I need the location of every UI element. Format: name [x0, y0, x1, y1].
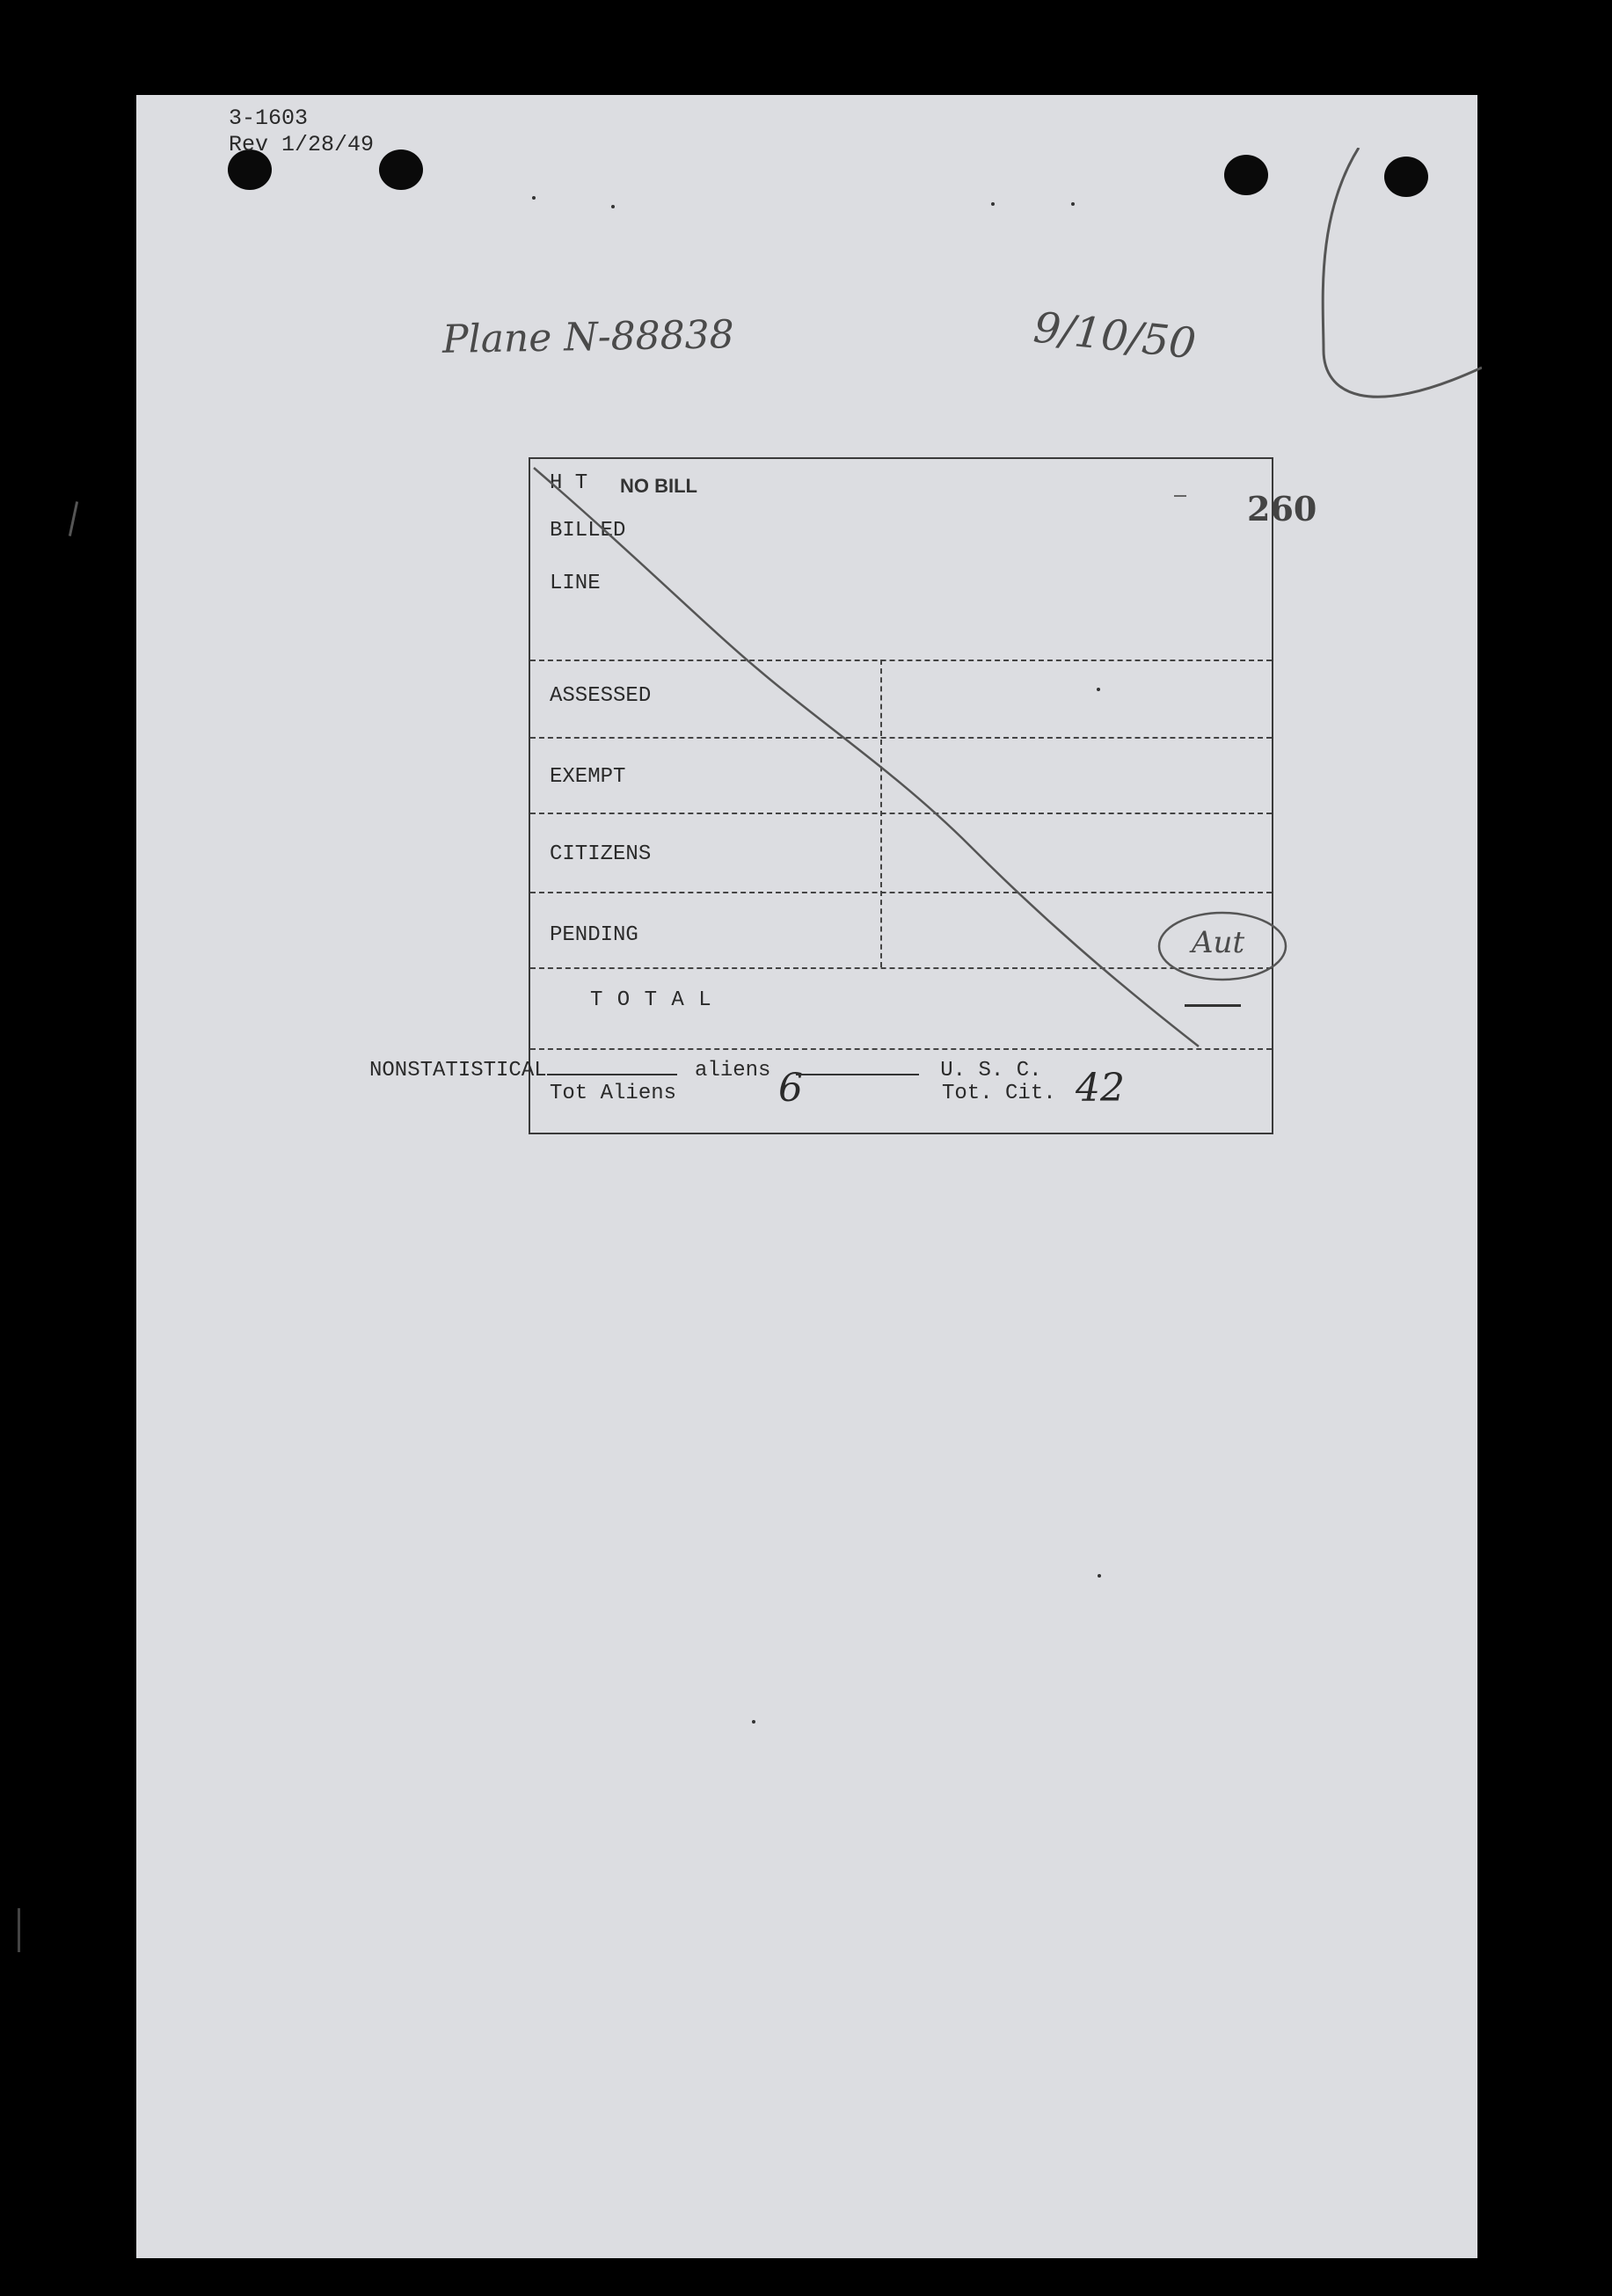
form-number: 3-1603	[229, 106, 309, 131]
no-bill-stamp: NO BILL	[620, 475, 697, 497]
ht-label: H T	[550, 471, 588, 495]
line-label: LINE	[550, 572, 601, 595]
tot-cit-value: 42	[1076, 1066, 1125, 1111]
margin-mark	[69, 501, 78, 536]
aliens-label: aliens	[695, 1059, 771, 1082]
pending-label: PENDING	[550, 923, 638, 947]
circled-note: Aut	[1192, 925, 1245, 960]
pen-stroke	[1192, 148, 1482, 499]
handwritten-date: 9/10/50	[1031, 302, 1199, 369]
citizens-label: CITIZENS	[550, 842, 652, 866]
punch-hole	[379, 149, 423, 190]
strike-through-line	[530, 459, 1273, 1134]
speck	[752, 1720, 755, 1724]
assessed-label: ASSESSED	[550, 684, 652, 708]
form-revision: Rev 1/28/49	[229, 132, 375, 157]
nonstatistical-label: NONSTATISTICAL	[369, 1059, 547, 1082]
usc-blank	[796, 1072, 919, 1075]
tot-cit-label: Tot. Cit.	[942, 1082, 1056, 1105]
speck	[532, 196, 536, 200]
plane-reference: Plane N-88838	[441, 312, 735, 362]
speck	[611, 205, 615, 208]
speck	[991, 202, 995, 206]
total-label: T O T A L	[590, 988, 712, 1012]
nonstatistical-line	[369, 1059, 1042, 1082]
page-number: 260	[1247, 489, 1317, 528]
underline-mark	[1185, 1004, 1241, 1007]
tot-aliens-label: Tot Aliens	[550, 1082, 677, 1105]
document-page	[136, 95, 1477, 2258]
nonstatistical-blank	[547, 1072, 677, 1075]
exempt-label: EXEMPT	[550, 765, 626, 789]
tot-aliens-value: 6	[778, 1066, 803, 1111]
margin-mark	[18, 1908, 20, 1952]
usc-label: U. S. C.	[940, 1059, 1042, 1082]
speck	[1071, 202, 1075, 206]
speck	[1098, 1574, 1101, 1578]
tally-form	[529, 457, 1273, 1134]
billed-label: BILLED	[550, 519, 626, 543]
